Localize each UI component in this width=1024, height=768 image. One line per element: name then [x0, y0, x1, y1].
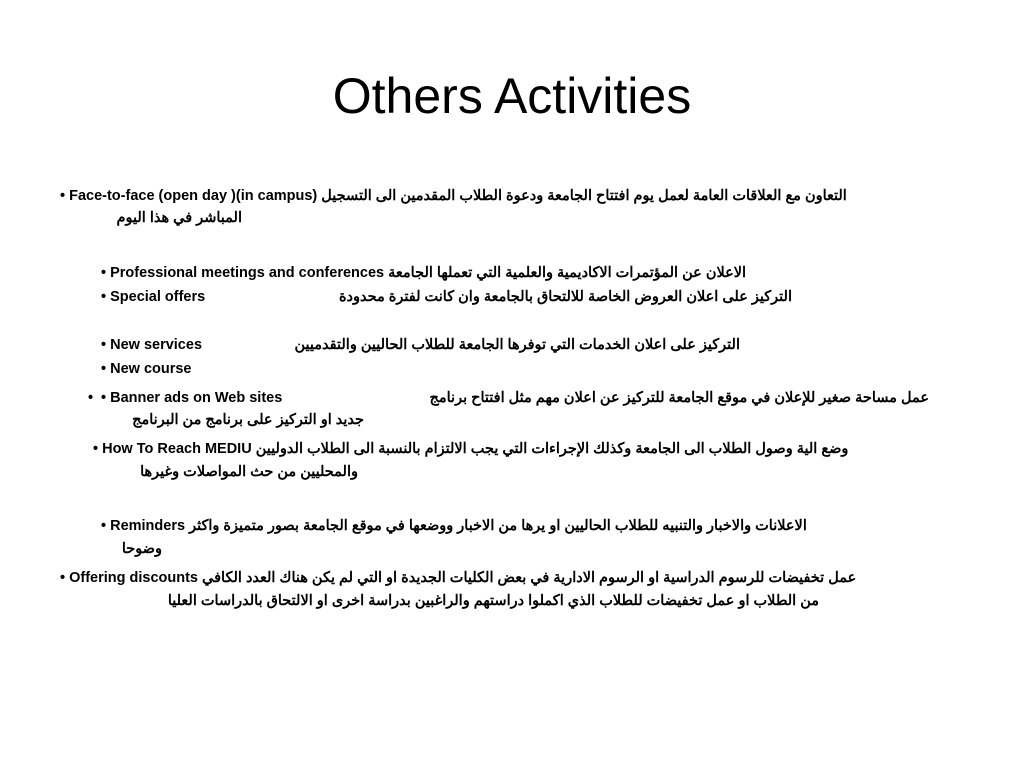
- item-arabic-banner-ads: عمل مساحة صغير للإعلان في موقع الجامعة للتركيز عن اعلان مهم مثل افتتاح برنامج: [429, 390, 929, 406]
- item-continuation-reminders: وضوحا: [121, 541, 162, 557]
- list-item-how-to-reach: [93, 438, 848, 460]
- slide-title: Others Activities: [332, 68, 692, 124]
- item-arabic-text: الاعلان عن المؤتمرات الاكاديمية والعلمية التي تعملها الجامعة: [388, 265, 747, 281]
- item-arabic-new-services: التركيز على اعلان الخدمات التي توفرها الجامعة للطلاب الحاليين والتقدميين: [294, 337, 740, 353]
- item-arabic-text: وضع الية وصول الطلاب الى الجامعة وكذلك الإجراءات التي يجب الالتزام بالنسبة الى الطلاب الدوليين: [255, 441, 849, 457]
- list-item-new-course: [101, 358, 192, 380]
- item-continuation-offering-discounts: من الطلاب او عمل تخفيضات للطلاب الذي اكملوا دراستهم والراغبين بدراسة اخرى او الالتحاق بالدراسات العليا: [167, 593, 819, 609]
- list-item-banner-ads: [101, 387, 282, 409]
- item-arabic-special-offers: التركيز على اعلان العروض الخاصة للالتحاق بالجامعة وان كانت لفترة محدودة: [338, 289, 792, 305]
- item-label: • How To Reach MEDIU: [93, 441, 256, 457]
- list-item-face-to-face: [60, 185, 847, 207]
- item-label: • Face-to-face (open day )(in campus): [60, 188, 322, 204]
- list-item-special-offers: [101, 286, 205, 308]
- item-label: • Special offers: [101, 289, 206, 305]
- item-continuation-how-to-reach: والمحليين من حث المواصلات وغيرها: [140, 464, 358, 480]
- list-item-reminders: [101, 515, 807, 537]
- item-continuation-banner-ads: جديد او التركيز على برنامج من البرنامج: [132, 412, 364, 428]
- list-item-professional-meetings: [101, 262, 746, 284]
- item-arabic-text: عمل تخفيضات للرسوم الدراسية او الرسوم الادارية في بعض الكليات الجديدة او التي لم يكن هناك العدد الكافي: [202, 570, 857, 586]
- list-item-offering-discounts: [60, 567, 856, 589]
- item-label: • New course: [101, 361, 192, 377]
- item-label: • Reminders: [101, 518, 190, 534]
- item-arabic-text: التعاون مع العلاقات العامة لعمل يوم افتتاح الجامعة ودعوة الطلاب المقدمين الى التسجيل: [321, 188, 847, 204]
- list-item-new-services: [101, 334, 202, 356]
- item-label: • Professional meetings and conferences: [101, 265, 389, 281]
- item-label: • Offering discounts: [60, 570, 203, 586]
- item-label: • New services: [101, 337, 203, 353]
- item-label: • Banner ads on Web sites: [101, 390, 283, 406]
- item-continuation-face-to-face: المباشر في هذا اليوم: [116, 210, 242, 226]
- item-arabic-text: الاعلانات والاخبار والتنبيه للطلاب الحاليين او يرها من الاخبار ووضعها في موقع الجامعة بصور متميزة واكثر: [189, 518, 807, 534]
- list-item-outer-bullet: [88, 387, 93, 409]
- bullet-icon: •: [88, 390, 94, 406]
